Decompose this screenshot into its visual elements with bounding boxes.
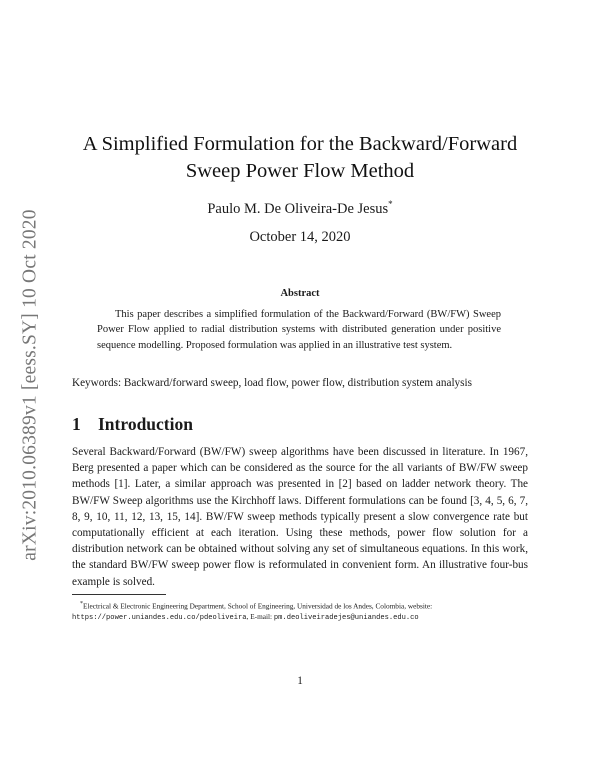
footnote-email-label: , E-mail: (246, 612, 273, 622)
paper-date: October 14, 2020 (249, 229, 351, 245)
footnote-website-link[interactable]: https://power.uniandes.edu.co/pdeoliveira (72, 614, 247, 623)
arxiv-identifier-text: arXiv:2010.06389v1 [eess.SY] 10 Oct 2020 (20, 208, 41, 561)
arxiv-identifier-stamp (16, 187, 46, 582)
section-title: Introduction (98, 414, 193, 434)
author-name: Paulo M. De Oliveira-De Jesus (207, 200, 389, 217)
keywords: Keywords: Backward/forward sweep, load flow, power flow, distribution system analysis (72, 377, 472, 389)
section-heading-introduction (72, 414, 193, 435)
page-number: 1 (297, 675, 303, 687)
footnote-email-link[interactable]: pm.deoliveiradejes@uniandes.edu.co (273, 614, 419, 623)
paper-title-line-2: Sweep Power Flow Method (185, 160, 415, 182)
paper-author (0, 199, 600, 218)
section-number: 1 (72, 414, 81, 434)
author-footnote (72, 599, 532, 624)
paper-title-line-1: A Simplified Formulation for the Backward/Forward (82, 133, 518, 155)
footnote-affiliation: Electrical & Electronic Engineering Department, School of Engineering, Universidad de los Andes, Colombia, website: (83, 601, 433, 611)
footnote-divider (72, 594, 166, 595)
author-footnote-mark: * (388, 199, 393, 209)
abstract-body: This paper describes a simplified formulation of the Backward/Forward (BW/FW) Sweep Power Flow applied to radial distribution systems with distributed generation under positive sequence modelling. Proposed formulation was applied in an illustrative test system. (97, 309, 501, 351)
abstract-heading: Abstract (280, 288, 320, 299)
paper-title (60, 131, 540, 185)
introduction-paragraph: Several Backward/Forward (BW/FW) sweep algorithms have been discussed in literature. In 1967, Berg presented a paper which can be considered as the source for the all variants of BW/FW sweep methods [1]. Later, a similar approach was presented in [2] based on ladder network theory. The BW/FW Sweep algorithms use the Kirchhoff laws. Different formulations can be found [3, 4, 5, 6, 7, 8, 9, 10, 11, 12, 13, 15, 14]. BW/FW sweep methods typically present a slow convergence rate but computationally efficient at each iteration. Using these methods, power flow solution for a distribution network can be obtained without solving any set of simultaneous equations. In this work, the standard BW/FW sweep power flow is reformulated in convenient form. An illustrative four-bus example is solved. (72, 446, 528, 588)
footnote-mark: * (80, 601, 84, 607)
